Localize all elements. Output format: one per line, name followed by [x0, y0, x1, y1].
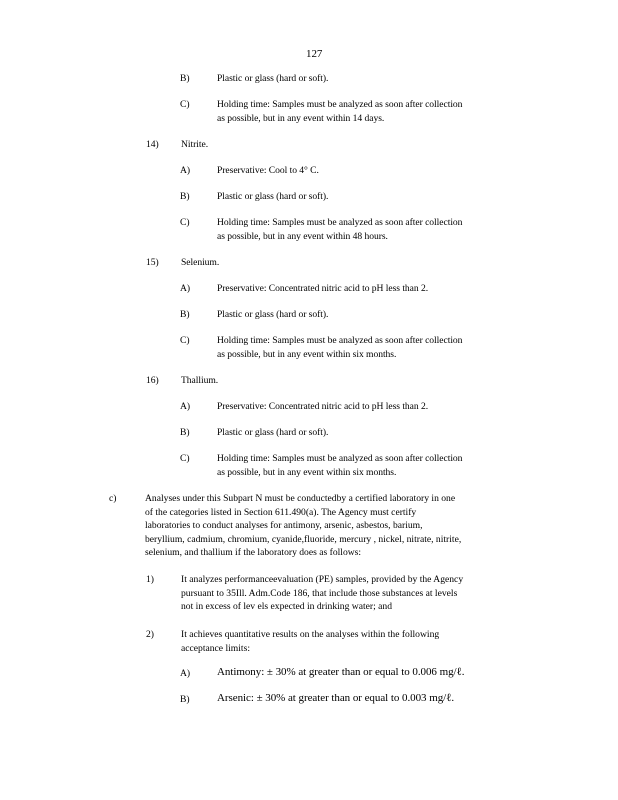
section-number: 15) — [146, 257, 159, 268]
paragraph-line: pursuant to 35Ill. Adm.Code 186, that include those substances at levels — [181, 587, 458, 599]
paragraph-line: acceptance limits: — [181, 642, 250, 654]
item-label: 1) — [146, 574, 154, 585]
item-text-line: as possible, but in any event within 14 days. — [217, 113, 385, 124]
item-label: C) — [180, 99, 190, 110]
limit-text: Arsenic: ± 30% at greater than or equal to 0.003 mg/ℓ. — [217, 692, 455, 704]
section-heading: Selenium. — [181, 257, 220, 268]
section-heading: Thallium. — [181, 375, 219, 386]
section-number: 14) — [146, 139, 159, 150]
subsection-paragraph — [145, 492, 461, 560]
paragraph-line: selenium, and thallium if the laboratory does as follows: — [145, 547, 362, 559]
item-label: B) — [180, 694, 190, 705]
item-text-line: Holding time: Samples must be analyzed as soon after collection — [217, 453, 463, 464]
item-text-line: Holding time: Samples must be analyzed as soon after collection — [217, 335, 463, 346]
item-text-line: as possible, but in any event within 48 hours. — [217, 231, 388, 242]
item-text: Plastic or glass (hard or soft). — [217, 73, 329, 84]
section-heading: Nitrite. — [181, 139, 209, 150]
item-text-line: as possible, but in any event within six months. — [217, 349, 397, 360]
item-text: Preservative: Concentrated nitric acid to pH less than 2. — [217, 401, 429, 412]
item-label: B) — [180, 191, 190, 202]
limit-text: Antimony: ± 30% at greater than or equal to 0.006 mg/ℓ. — [217, 666, 465, 678]
item-text-line: as possible, but in any event within six months. — [217, 467, 397, 478]
item-label: C) — [180, 453, 190, 464]
item-label: C) — [180, 335, 190, 346]
item-label: C) — [180, 217, 190, 228]
item-text: Plastic or glass (hard or soft). — [217, 309, 329, 320]
paragraph-line: beryllium, cadmium, chromium, cyanide,fluoride, mercury , nickel, nitrate, nitrite, — [145, 533, 462, 545]
item-paragraph — [181, 628, 439, 655]
item-label: 2) — [146, 629, 154, 640]
item-label: B) — [180, 427, 190, 438]
item-label: A) — [180, 283, 191, 294]
item-paragraph — [181, 573, 463, 614]
paragraph-line: laboratories to conduct analyses for antimony, arsenic, asbestos, barium, — [145, 520, 423, 532]
item-text-line: Holding time: Samples must be analyzed as soon after collection — [217, 99, 463, 110]
paragraph-line: not in excess of lev els expected in drinking water; and — [181, 601, 392, 613]
item-label: B) — [180, 73, 190, 84]
item-text: Preservative: Cool to 4° C. — [217, 165, 319, 176]
item-text: Plastic or glass (hard or soft). — [217, 191, 329, 202]
item-text: Plastic or glass (hard or soft). — [217, 427, 329, 438]
paragraph-line: It achieves quantitative results on the analyses within the following — [181, 629, 440, 640]
subsection-label: c) — [109, 493, 117, 504]
paragraph-line: of the categories listed in Section 611.490(a). The Agency must certify — [145, 506, 417, 518]
section-number: 16) — [146, 375, 159, 386]
page-number: 127 — [306, 48, 323, 60]
item-text-line: Holding time: Samples must be analyzed as soon after collection — [217, 217, 463, 228]
item-label: A) — [180, 668, 191, 679]
item-label: B) — [180, 309, 190, 320]
paragraph-line: Analyses under this Subpart N must be conductedby a certified laboratory in one — [145, 493, 456, 504]
item-label: A) — [180, 401, 191, 412]
item-label: A) — [180, 165, 191, 176]
item-text: Preservative: Concentrated nitric acid to pH less than 2. — [217, 283, 429, 294]
paragraph-line: It analyzes performanceevaluation (PE) samples, provided by the Agency — [181, 574, 464, 585]
